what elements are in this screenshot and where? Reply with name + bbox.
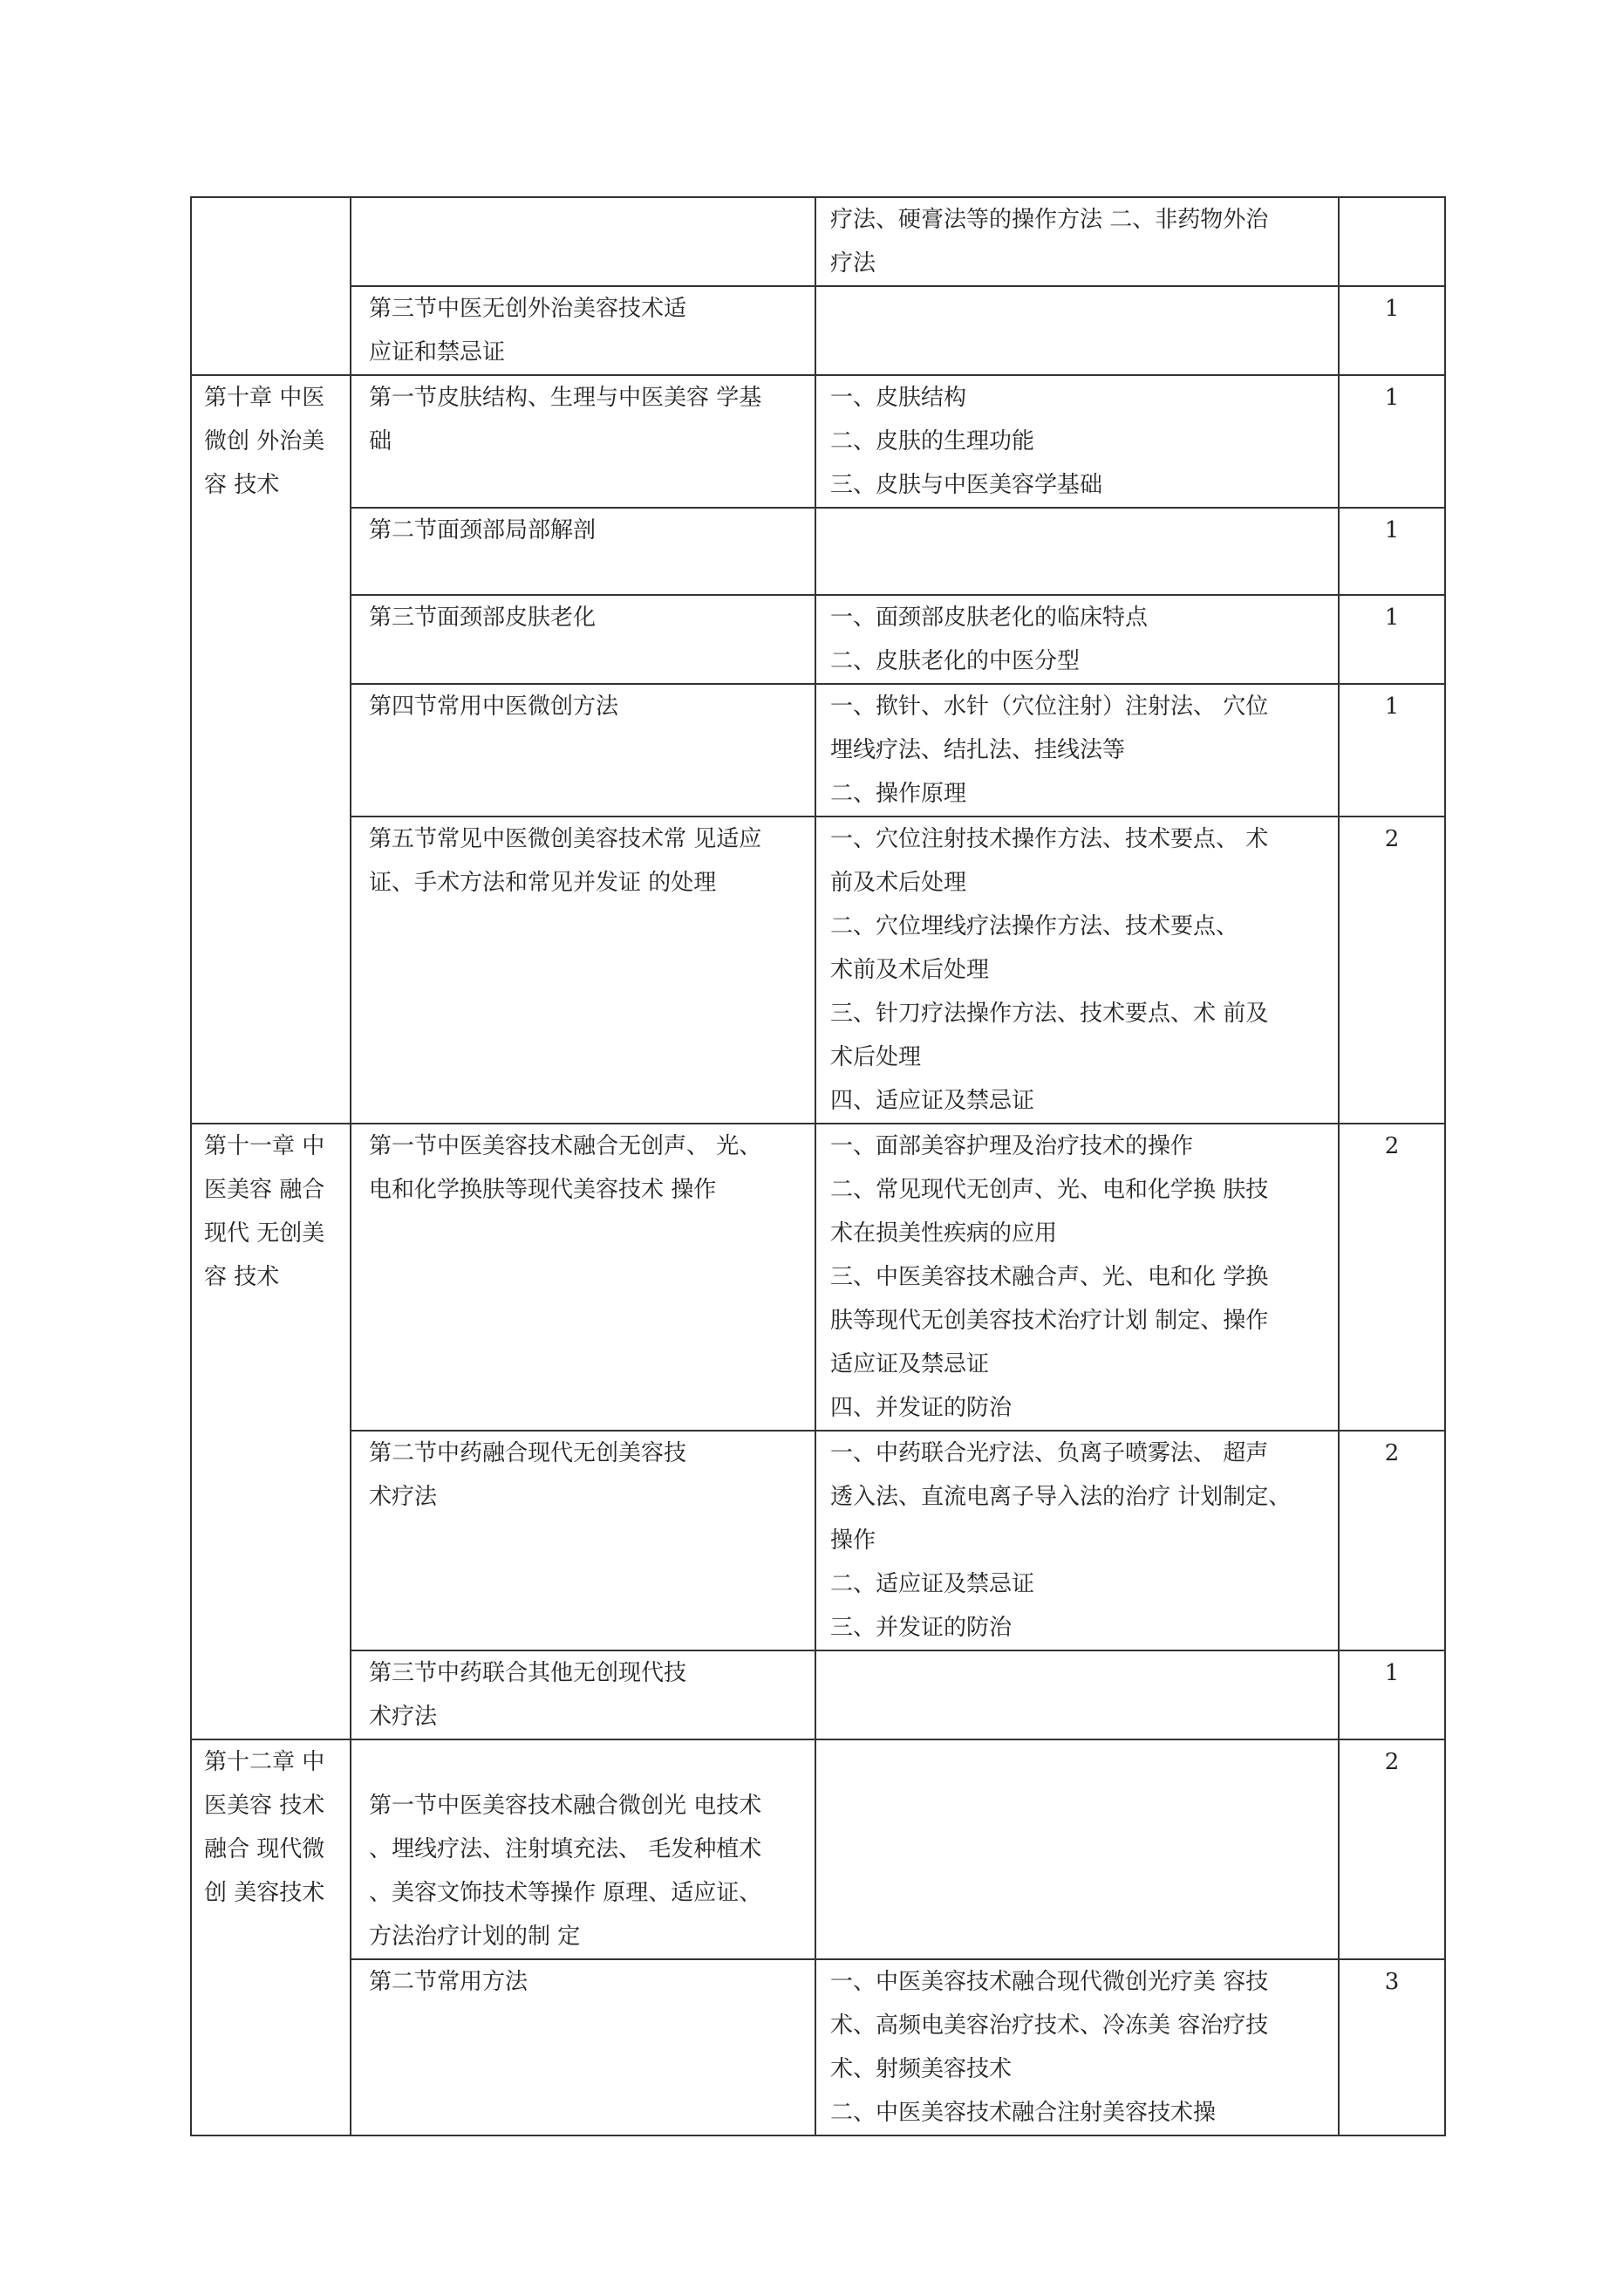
content-line: 术前及术后处理 (830, 957, 990, 983)
content-line: 一、中医美容技术融合现代微创光疗美 容技 (830, 1969, 1269, 1995)
content-cell (815, 1739, 1339, 1959)
content-line: 适应证及禁忌证 (830, 1351, 990, 1377)
section-line: 第二节常用方法 (369, 1969, 528, 1995)
table-row (191, 1650, 1445, 1739)
content-line: 三、中医美容技术融合声、光、电和化 学换 (830, 1264, 1269, 1290)
hours-cell (1339, 817, 1445, 1124)
chapter-line: 融合 现代微 (204, 1836, 325, 1862)
content-line: 一、面部美容护理及治疗技术的操作 (830, 1133, 1194, 1159)
section-cell (351, 684, 815, 817)
section-line: 证、手术方法和常见并发证 的处理 (369, 870, 717, 896)
chapter-line: 医美容 技术 (204, 1793, 325, 1819)
section-line: 第一节皮肤结构、生理与中医美容 学基 (369, 385, 762, 411)
section-line: 第四节常用中医微创方法 (369, 694, 619, 720)
section-cell (351, 508, 815, 595)
section-cell (351, 595, 815, 684)
hours-value: 2 (1384, 826, 1400, 852)
hours-cell (1339, 1739, 1445, 1959)
section-line: 术疗法 (369, 1704, 438, 1730)
content-line: 三、针刀疗法操作方法、技术要点、术 前及 (830, 1001, 1269, 1027)
chapter-line: 现代 无创美 (204, 1220, 325, 1247)
hours-value: 2 (1384, 1133, 1400, 1159)
content-line: 四、适应证及禁忌证 (830, 1088, 1035, 1114)
chapter-line: 容 技术 (204, 472, 280, 498)
table-row (191, 197, 1445, 286)
content-cell (815, 1431, 1339, 1650)
content-line: 一、中药联合光疗法、负离子喷雾法、 超声 (830, 1440, 1269, 1466)
hours-cell (1339, 286, 1445, 375)
section-line: 第二节中药融合现代无创美容技 (369, 1440, 687, 1466)
hours-cell (1339, 197, 1445, 286)
section-line: 、美容文饰技术等操作 原理、适应证、 (369, 1880, 762, 1906)
content-line: 二、皮肤老化的中医分型 (830, 648, 1081, 674)
content-line: 术、高频电美容治疗技术、冷冻美 容治疗技 (830, 2012, 1269, 2039)
section-cell (351, 1650, 815, 1739)
hours-value: 1 (1384, 385, 1400, 411)
chapter-line: 容 技术 (204, 1264, 280, 1290)
hours-value: 2 (1384, 1749, 1400, 1775)
content-cell (815, 1650, 1339, 1739)
content-cell (815, 286, 1339, 375)
section-cell (351, 1959, 815, 2135)
content-line: 二、穴位埋线疗法操作方法、技术要点、 (830, 913, 1239, 940)
section-cell (351, 1739, 815, 1959)
table-row (191, 375, 1445, 508)
hours-value: 1 (1384, 1660, 1400, 1686)
content-line: 埋线疗法、结扎法、挂线法等 (830, 737, 1126, 763)
content-cell (815, 595, 1339, 684)
content-cell (815, 1959, 1339, 2135)
hours-cell (1339, 1124, 1445, 1431)
table-row (191, 1124, 1445, 1431)
chapter-line: 医美容 融合 (204, 1177, 325, 1203)
section-line: 第三节中药联合其他无创现代技 (369, 1660, 687, 1686)
content-line: 透入法、直流电离子导入法的治疗 计划制定、 (830, 1484, 1292, 1510)
chapter-cell (191, 197, 351, 375)
table-row (191, 817, 1445, 1124)
table-row (191, 1959, 1445, 2135)
content-cell (815, 1124, 1339, 1431)
section-cell (351, 286, 815, 375)
chapter-line: 创 美容技术 (204, 1880, 325, 1906)
content-line: 三、并发证的防治 (830, 1615, 1013, 1641)
hours-value: 1 (1384, 694, 1400, 720)
hours-value: 1 (1384, 296, 1400, 322)
chapter-line: 第十章 中医 (204, 385, 325, 411)
section-cell (351, 375, 815, 508)
hours-cell (1339, 508, 1445, 595)
table-row (191, 595, 1445, 684)
content-line: 一、揿针、水针（穴位注射）注射法、 穴位 (830, 694, 1269, 720)
table-row (191, 1431, 1445, 1650)
content-line: 疗法、硬膏法等的操作方法 二、非药物外治 (830, 207, 1269, 233)
content-cell (815, 508, 1339, 595)
content-cell (815, 684, 1339, 817)
syllabus-body (191, 197, 1445, 2135)
content-cell (815, 375, 1339, 508)
table-row (191, 1739, 1445, 1959)
section-line: 础 (369, 428, 392, 454)
hours-value: 2 (1384, 1440, 1400, 1466)
hours-cell (1339, 1959, 1445, 2135)
content-line: 一、面颈部皮肤老化的临床特点 (830, 605, 1149, 631)
content-line: 术在损美性疾病的应用 (830, 1220, 1058, 1247)
section-line: 第三节中医无创外治美容技术适 (369, 296, 687, 322)
section-cell (351, 1124, 815, 1431)
chapter-line: 微创 外治美 (204, 428, 325, 454)
section-line: 第一节中医美容技术融合微创光 电技术 (369, 1793, 762, 1819)
content-cell (815, 197, 1339, 286)
content-line: 一、皮肤结构 (830, 385, 967, 411)
hours-value: 1 (1384, 605, 1400, 631)
hours-cell (1339, 684, 1445, 817)
section-cell (351, 1431, 815, 1650)
hours-value: 1 (1384, 517, 1400, 543)
section-line: 第三节面颈部皮肤老化 (369, 605, 597, 631)
section-line (369, 1740, 815, 1784)
chapter-cell (191, 1739, 351, 2135)
syllabus-table (190, 196, 1446, 2136)
content-line: 前及术后处理 (830, 870, 967, 896)
chapter-line: 第十二章 中 (204, 1749, 325, 1775)
section-line: 第一节中医美容技术融合无创声、 光、 (369, 1133, 762, 1159)
hours-cell (1339, 375, 1445, 508)
content-line: 操作 (830, 1527, 876, 1554)
table-row (191, 508, 1445, 595)
hours-cell (1339, 595, 1445, 684)
section-line: 术疗法 (369, 1484, 438, 1510)
content-line: 肤等现代无创美容技术治疗计划 制定、操作 (830, 1308, 1269, 1334)
hours-cell (1339, 1650, 1445, 1739)
chapter-cell (191, 1124, 351, 1739)
section-line: 、埋线疗法、注射填充法、 毛发种植术 (369, 1836, 762, 1862)
content-line: 三、皮肤与中医美容学基础 (830, 472, 1103, 498)
section-line: 第二节面颈部局部解剖 (369, 517, 597, 543)
content-line: 二、操作原理 (830, 781, 967, 807)
chapter-line: 第十一章 中 (204, 1133, 325, 1159)
hours-cell (1339, 1431, 1445, 1650)
table-row (191, 684, 1445, 817)
content-line: 二、中医美容技术融合注射美容技术操 (830, 2100, 1217, 2126)
content-line: 二、常见现代无创声、光、电和化学换 肤技 (830, 1177, 1269, 1203)
content-line: 术、射频美容技术 (830, 2056, 1013, 2082)
section-cell (351, 197, 815, 286)
content-line: 疗法 (830, 250, 876, 277)
content-line: 术后处理 (830, 1044, 922, 1070)
section-line: 电和化学换肤等现代美容技术 操作 (369, 1177, 717, 1203)
section-cell (351, 817, 815, 1124)
content-line: 四、并发证的防治 (830, 1395, 1013, 1421)
section-line: 应证和禁忌证 (369, 339, 506, 366)
content-line: 一、穴位注射技术操作方法、技术要点、 术 (830, 826, 1269, 852)
content-line: 二、适应证及禁忌证 (830, 1571, 1035, 1597)
content-line: 二、皮肤的生理功能 (830, 428, 1035, 454)
hours-value: 3 (1384, 1969, 1400, 1995)
chapter-cell (191, 375, 351, 1124)
table-row (191, 286, 1445, 375)
content-cell (815, 817, 1339, 1124)
section-line: 第五节常见中医微创美容技术常 见适应 (369, 826, 762, 852)
section-line: 方法治疗计划的制 定 (369, 1924, 581, 1950)
